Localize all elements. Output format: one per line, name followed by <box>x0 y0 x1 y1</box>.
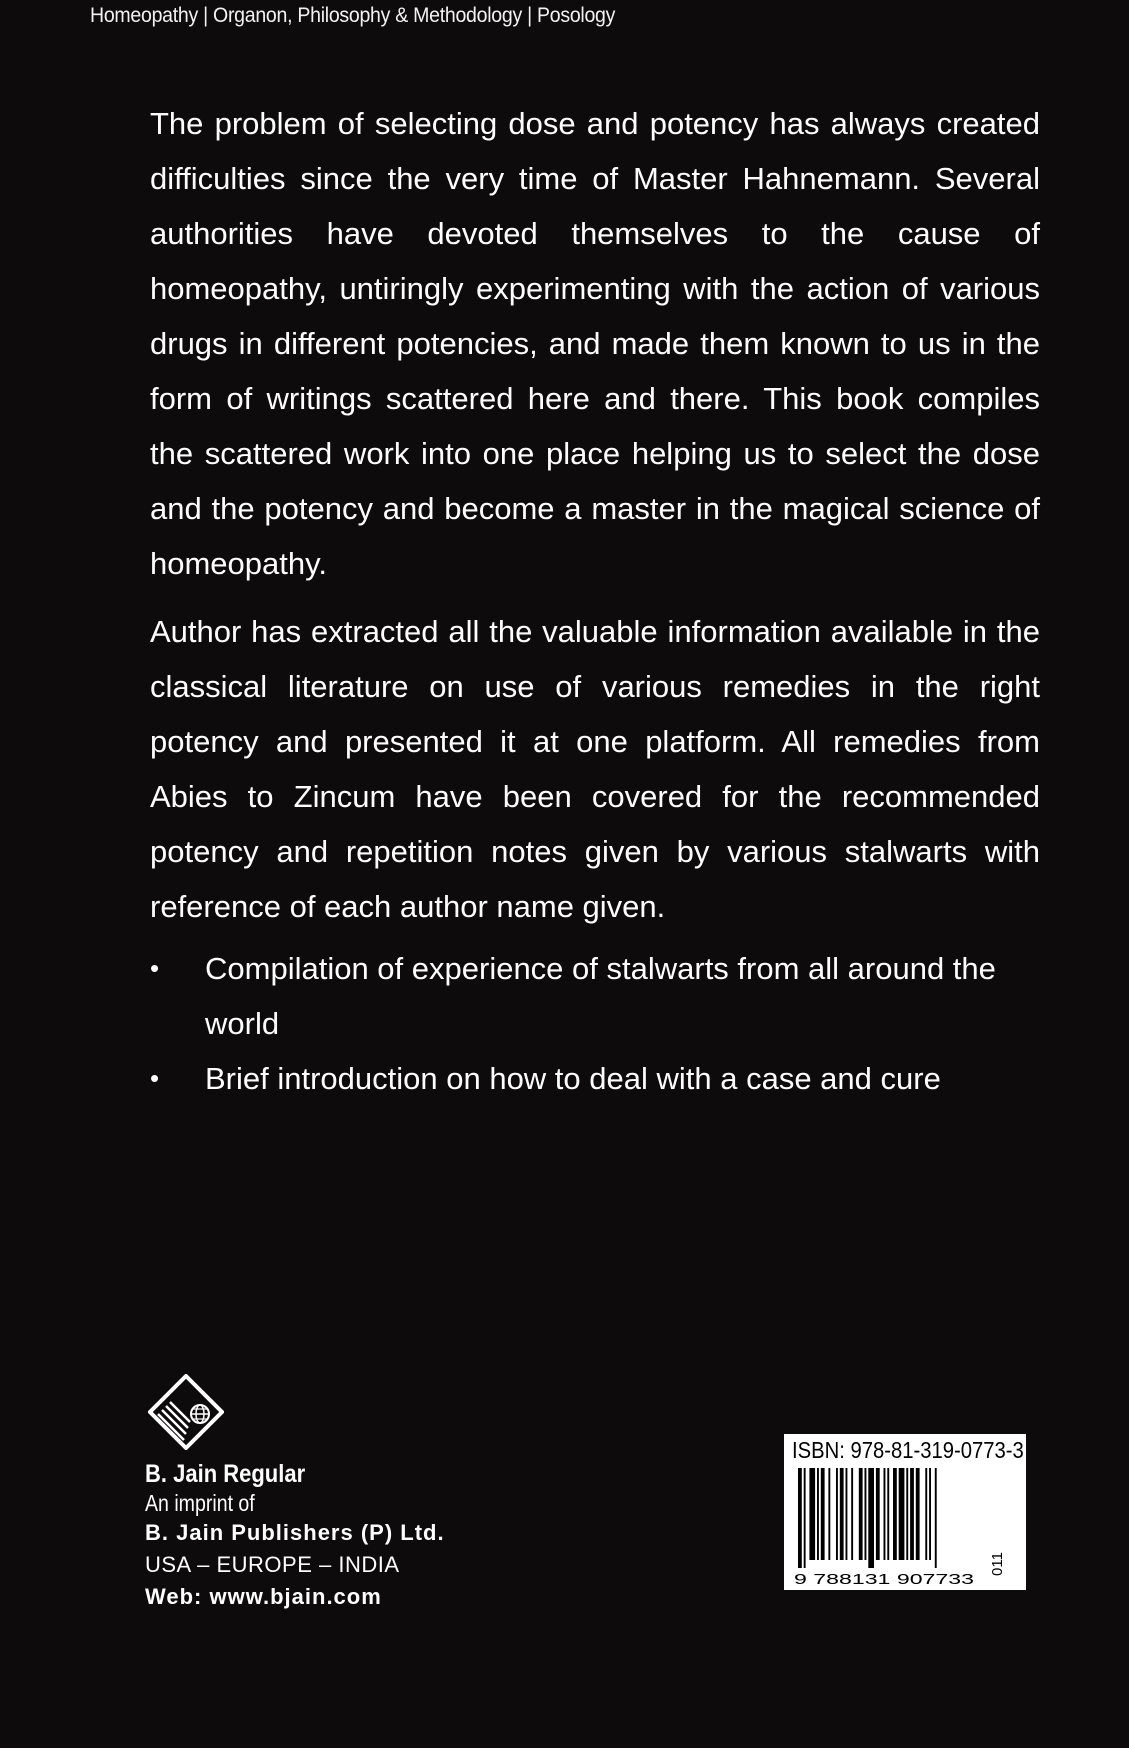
category-line: Homeopathy | Organon, Philosophy & Methodology | Posology <box>90 4 616 27</box>
barcode-bar <box>887 1468 889 1560</box>
barcode-bar <box>929 1468 931 1560</box>
imprint-of-label: An imprint of <box>145 1490 255 1516</box>
barcode-icon <box>784 1434 1026 1590</box>
barcode-bar <box>893 1468 897 1560</box>
barcode-bar <box>906 1468 908 1560</box>
barcode-bar <box>876 1468 880 1560</box>
bullet-icon: • <box>150 1063 160 1093</box>
publisher-brand: B. Jain Regular <box>145 1460 306 1488</box>
barcode-bar <box>935 1468 937 1568</box>
list-item <box>150 941 1040 1051</box>
barcode-bar <box>798 1468 802 1568</box>
publisher-imprint <box>145 1460 445 1610</box>
barcode-bar <box>910 1468 914 1560</box>
description-paragraph-2: Author has extracted all the valuable information available in the classical literature on use of various remedies in the right potency and presented it at one platform. All remedies from Abies to Zincum have been covered for the recommended potency and repetition notes given by various stalwarts with reference of each author name given. <box>150 614 1040 924</box>
barcode-bar <box>836 1468 838 1560</box>
isbn-barcode <box>784 1434 1026 1590</box>
barcode-bar <box>809 1468 815 1560</box>
b-jain-logo-icon <box>148 1374 224 1450</box>
barcode-bar <box>821 1468 825 1560</box>
feature-list <box>150 941 1040 1106</box>
list-item <box>150 1051 1040 1106</box>
barcode-bar <box>840 1468 844 1560</box>
barcode-bar <box>859 1468 863 1560</box>
barcode-bar <box>828 1468 830 1560</box>
barcode-digits: 9 788131 907733 <box>794 1571 974 1588</box>
barcode-bar <box>865 1468 867 1560</box>
barcode-bar <box>817 1468 819 1560</box>
barcode-bar <box>899 1468 905 1560</box>
publisher-website: Web: www.bjain.com <box>145 1584 382 1609</box>
barcode-bar <box>804 1468 806 1568</box>
publisher-name: B. Jain Publishers (P) Ltd. <box>145 1520 445 1545</box>
isbn-label: ISBN: 978-81-319-0773-3 <box>792 1437 1024 1463</box>
barcode-bar <box>925 1468 927 1560</box>
list-item-text: Brief introduction on how to deal with a case and cure <box>205 1061 941 1096</box>
barcode-bar <box>884 1468 886 1560</box>
barcode-bar <box>851 1468 853 1560</box>
list-item-text: Compilation of experience of stalwarts from all around the world <box>205 951 996 1041</box>
barcode-bar <box>916 1468 920 1560</box>
description-paragraph-1: The problem of selecting dose and potency has always created difficulties since the very time of Master Hahnemann. Several authorities have devoted themselves to the cause of homeopathy, untiringly experimenting with the action of various drugs in different potencies, and made them known to us in the form of writings scattered here and there. This book compiles the scattered work into one place helping us to select the dose and the potency and become a master in the magical science of homeopathy. <box>150 106 1040 581</box>
publisher-regions: USA – EUROPE – INDIA <box>145 1552 400 1577</box>
bullet-icon: • <box>150 953 160 983</box>
barcode-bar <box>868 1468 874 1568</box>
barcode-bar <box>846 1468 848 1560</box>
barcode-addon: 011 <box>989 1552 1006 1576</box>
